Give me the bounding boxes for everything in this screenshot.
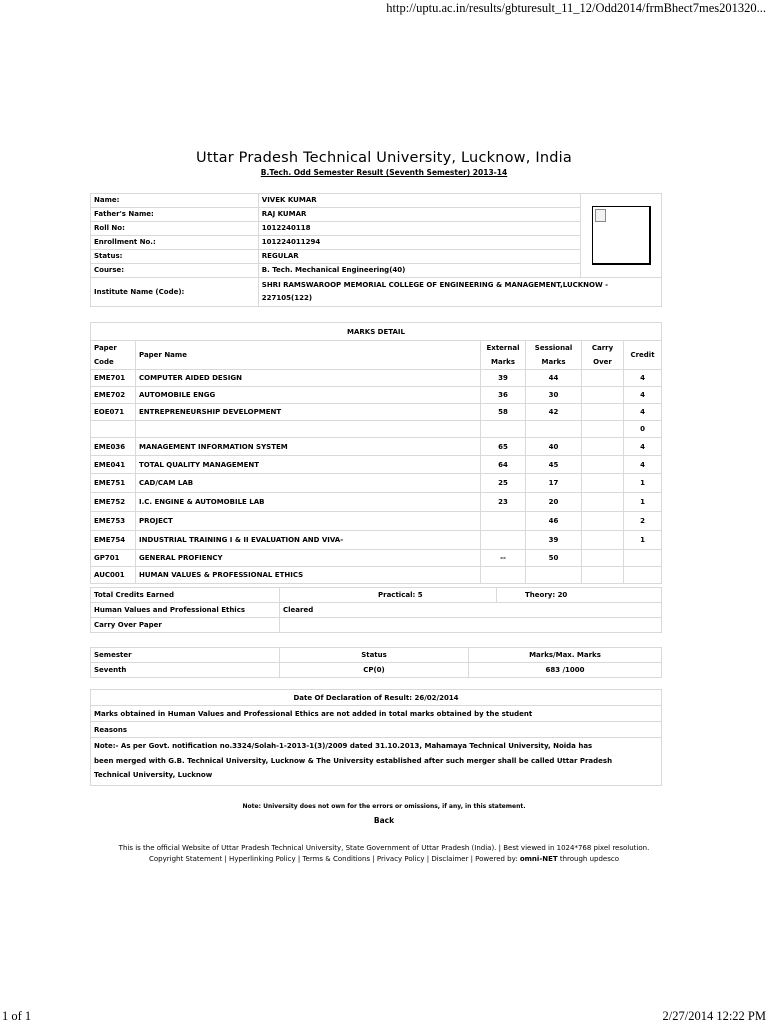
merger-note: Note:- As per Govt. notification no.3324/Solah-1-2013-1(3)/2009 dated 31.10.2013, Mahamaya Technical University, Noida has been merged with G.B. Technical University, Lucknow & The University established after such merger shall be called Uttar Pradesh Technical University, Lucknow	[91, 738, 662, 786]
paper-code: EME041	[91, 456, 136, 474]
semester-value: Seventh	[91, 663, 280, 678]
enrollment-value: 101224011294	[258, 236, 580, 250]
header-paper-name: Paper Name	[136, 341, 481, 370]
external-marks: 36	[481, 387, 526, 404]
marks-row	[91, 421, 662, 438]
external-marks	[481, 421, 526, 438]
external-marks: 64	[481, 456, 526, 474]
credit: 2	[624, 512, 662, 531]
credits-summary-table	[90, 587, 662, 633]
disclaimer-note: Note: University does not own for the errors or omissions, if any, in this statement.	[242, 803, 526, 810]
paper-code: EME701	[91, 370, 136, 387]
paper-code	[91, 421, 136, 438]
father-name-label: Father's Name:	[91, 208, 259, 222]
external-marks: 23	[481, 493, 526, 512]
sessional-marks: 46	[526, 512, 582, 531]
sessional-marks: 45	[526, 456, 582, 474]
paper-name: ENTREPRENEURSHIP DEVELOPMENT	[136, 404, 481, 421]
name-label: Name:	[91, 194, 259, 208]
marks-row	[91, 404, 662, 421]
external-marks: 58	[481, 404, 526, 421]
paper-name: TOTAL QUALITY MANAGEMENT	[136, 456, 481, 474]
carry-over	[582, 474, 624, 493]
institute-line-2: 227105(122)	[261, 294, 313, 302]
external-marks	[481, 531, 526, 550]
sessional-marks: 17	[526, 474, 582, 493]
name-value: VIVEK KUMAR	[258, 194, 580, 208]
carry-over	[582, 456, 624, 474]
external-marks: 65	[481, 438, 526, 456]
status-header: Status	[280, 648, 469, 663]
paper-code: EOE071	[91, 404, 136, 421]
paper-name: MANAGEMENT INFORMATION SYSTEM	[136, 438, 481, 456]
total-credits-label: Total Credits Earned	[91, 588, 280, 603]
carry-over	[582, 438, 624, 456]
credit: 4	[624, 404, 662, 421]
marks-row	[91, 474, 662, 493]
powered-by-suffix: through updesco	[557, 855, 620, 863]
credit: 4	[624, 387, 662, 404]
footer-links	[0, 855, 768, 863]
back-link[interactable]: Back	[373, 816, 395, 825]
print-timestamp: 2/27/2014 12:22 PM	[662, 1009, 766, 1023]
paper-name: PROJECT	[136, 512, 481, 531]
powered-by-link[interactable]: omni-NET	[519, 855, 558, 863]
enrollment-label: Enrollment No.:	[91, 236, 259, 250]
credit: 4	[624, 438, 662, 456]
hv-note: Marks obtained in Human Values and Professional Ethics are not added in total marks obtained by the student	[91, 706, 662, 722]
paper-name: INDUSTRIAL TRAINING I & II EVALUATION AND VIVA-	[136, 531, 481, 550]
credit: 1	[624, 531, 662, 550]
carry-over	[582, 387, 624, 404]
header-carry-over: Carry Over	[582, 341, 624, 370]
marks-row	[91, 493, 662, 512]
sessional-marks: 44	[526, 370, 582, 387]
paper-code: EME702	[91, 387, 136, 404]
header-external-marks: External Marks	[481, 341, 526, 370]
paper-name: CAD/CAM LAB	[136, 474, 481, 493]
paper-name: AUTOMOBILE ENGG	[136, 387, 481, 404]
carry-over-value	[280, 618, 662, 633]
institute-label: Institute Name (Code):	[91, 278, 259, 307]
total-marks-value: 683 /1000	[469, 663, 662, 678]
paper-name	[136, 421, 481, 438]
marks-row	[91, 387, 662, 404]
page-count: 1 of 1	[2, 1009, 32, 1023]
credit: 0	[624, 421, 662, 438]
marks-row	[91, 550, 662, 567]
carry-over	[582, 493, 624, 512]
external-marks: 25	[481, 474, 526, 493]
paper-code: EME752	[91, 493, 136, 512]
institute-line-1: SHRI RAMSWAROOP MEMORIAL COLLEGE OF ENGINEERING & MANAGEMENT,LUCKNOW -	[261, 281, 609, 289]
sessional-marks: 30	[526, 387, 582, 404]
marks-detail-title: MARKS DETAIL	[91, 323, 662, 341]
credit: 4	[624, 456, 662, 474]
sessional-marks: 20	[526, 493, 582, 512]
paper-code: AUC001	[91, 567, 136, 584]
declaration-date: Date Of Declaration of Result: 26/02/2014	[91, 690, 662, 706]
hv-label: Human Values and Professional Ethics	[91, 603, 280, 618]
marks-row	[91, 531, 662, 550]
roll-no-value: 1012240118	[258, 222, 580, 236]
reasons-label: Reasons	[91, 722, 662, 738]
carry-over-label: Carry Over Paper	[91, 618, 280, 633]
carry-over	[582, 567, 624, 584]
semester-result-table	[90, 647, 662, 678]
carry-over	[582, 512, 624, 531]
declaration-table	[90, 689, 662, 786]
paper-name: GENERAL PROFIENCY	[136, 550, 481, 567]
roll-no-label: Roll No:	[91, 222, 259, 236]
credit	[624, 550, 662, 567]
student-info-table	[90, 193, 662, 307]
carry-over	[582, 370, 624, 387]
external-marks: --	[481, 550, 526, 567]
semester-header: Semester	[91, 648, 280, 663]
credit: 1	[624, 493, 662, 512]
theory-credits: Theory: 20	[497, 588, 662, 603]
marks-header: Marks/Max. Marks	[469, 648, 662, 663]
credit: 4	[624, 370, 662, 387]
marks-row	[91, 370, 662, 387]
external-marks	[481, 512, 526, 531]
external-marks	[481, 567, 526, 584]
carry-over	[582, 550, 624, 567]
header-paper-code: Paper Code	[91, 341, 136, 370]
sessional-marks: 42	[526, 404, 582, 421]
hv-value: Cleared	[280, 603, 662, 618]
header-credit: Credit	[624, 341, 662, 370]
carry-over	[582, 404, 624, 421]
paper-code: EME036	[91, 438, 136, 456]
paper-name: COMPUTER AIDED DESIGN	[136, 370, 481, 387]
broken-image-icon	[595, 209, 606, 222]
sessional-marks: 50	[526, 550, 582, 567]
carry-over	[582, 531, 624, 550]
paper-name: HUMAN VALUES & PROFESSIONAL ETHICS	[136, 567, 481, 584]
paper-code: EME751	[91, 474, 136, 493]
marks-detail-table	[90, 322, 662, 584]
sessional-marks: 39	[526, 531, 582, 550]
course-label: Course:	[91, 264, 259, 278]
practical-credits: Practical: 5	[280, 588, 497, 603]
marks-row	[91, 438, 662, 456]
print-url: http://uptu.ac.in/results/gbturesult_11_12/Odd2014/frmBhect7mes201320...	[386, 1, 766, 15]
header-sessional-marks: Sessional Marks	[526, 341, 582, 370]
institute-value	[258, 278, 661, 307]
external-marks: 39	[481, 370, 526, 387]
course-value: B. Tech. Mechanical Engineering(40)	[258, 264, 580, 278]
carry-over	[582, 421, 624, 438]
credit	[624, 567, 662, 584]
father-name-value: RAJ KUMAR	[258, 208, 580, 222]
result-status-value: CP(0)	[280, 663, 469, 678]
page-title: Uttar Pradesh Technical University, Lucknow, India	[196, 150, 572, 166]
marks-row	[91, 567, 662, 584]
marks-row	[91, 456, 662, 474]
paper-code: EME753	[91, 512, 136, 531]
paper-name: I.C. ENGINE & AUTOMOBILE LAB	[136, 493, 481, 512]
footer-policy-links[interactable]: Copyright Statement | Hyperlinking Policy | Terms & Conditions | Privacy Policy | Disclaimer | Powered by:	[148, 855, 520, 863]
credit: 1	[624, 474, 662, 493]
sessional-marks	[526, 567, 582, 584]
sessional-marks: 40	[526, 438, 582, 456]
status-label: Status:	[91, 250, 259, 264]
paper-code: EME754	[91, 531, 136, 550]
status-value: REGULAR	[258, 250, 580, 264]
official-website-line: This is the official Website of Uttar Pradesh Technical University, State Government of Uttar Pradesh (India). | Best viewed in 1024*768 pixel resolution.	[118, 844, 650, 852]
student-photo	[592, 206, 651, 265]
sessional-marks	[526, 421, 582, 438]
page-subtitle: B.Tech. Odd Semester Result (Seventh Semester) 2013-14	[260, 168, 508, 177]
marks-row	[91, 512, 662, 531]
paper-code: GP701	[91, 550, 136, 567]
photo-cell	[581, 194, 662, 278]
